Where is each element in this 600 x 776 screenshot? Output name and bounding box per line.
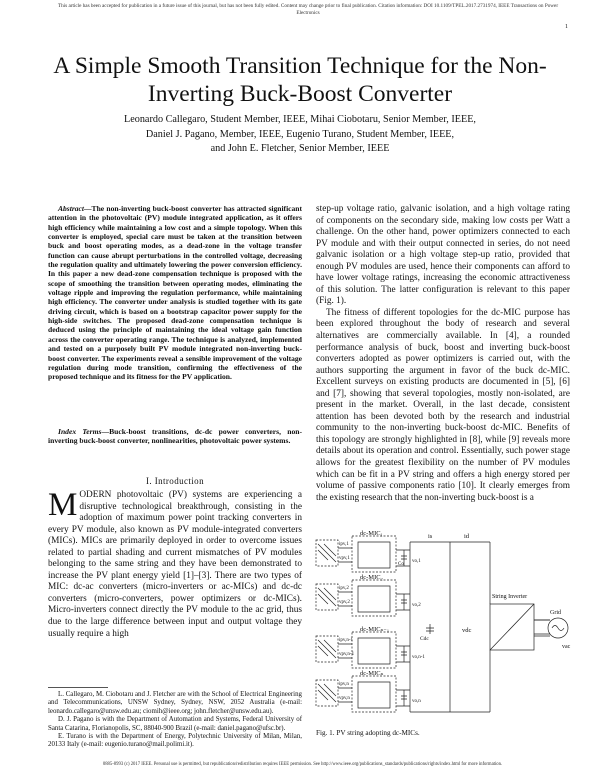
- intro-body: photovoltaic (PV) systems are experiencing a disruptive technological breakthrough, consisting in the adoption of maximum power point tracking converters in every PV module, also known as PV module-integrated converters (MICs). MICs are primarily deployed in order to overcome issues related to partial shading and current mismatches of PV modules belonging to the same string and they have been demonstrated to increase the PV plant energy yield [1]–[3]. There are two types of MIC: dc-ac converters (micro-inverters or ac-MICs) and dc-dc converters (micro-converters, power optimizers or dc-MICs). Micro-inverters connect directly the PV module to the ac grid, thus due to the large difference between input and output voltage they usually require a high: [48, 490, 302, 639]
- label-ipv4: ipv,n: [339, 682, 349, 687]
- label-mic2: dc-MIC₂: [360, 574, 383, 581]
- label-vdc: vdc: [462, 627, 472, 634]
- label-vpv1: vpv,1: [339, 556, 350, 561]
- paper-title: A Simple Smooth Transition Technique for the Non-Inverting Buck-Boost Converter: [53, 53, 547, 107]
- figure-1: [312, 528, 574, 724]
- right-column-text: [316, 204, 570, 504]
- label-vac: vac: [562, 644, 571, 650]
- mic-stage-1: [316, 536, 410, 572]
- mic-stage-4: [316, 676, 410, 712]
- section-heading: I. Introduction: [146, 476, 204, 486]
- label-mic4: dc-MICₙ: [360, 670, 384, 677]
- footnotes: [48, 691, 302, 750]
- abstract-label: Abstract: [58, 204, 84, 213]
- label-vo1: vo,1: [412, 559, 421, 564]
- label-ipv3: ipv,n-1: [339, 638, 353, 643]
- label-ipv2: ipv,2: [339, 586, 349, 591]
- label-mic1: dc-MIC₁: [360, 530, 383, 537]
- index-terms: [48, 427, 302, 446]
- author-line-3: and John E. Fletcher, Senior Member, IEEE: [210, 143, 390, 154]
- label-cdc: Cdc: [420, 636, 429, 642]
- index-terms-text: —Buck-boost transitions, dc-dc power converters, non-inverting buck-boost converter, nonlinearities, photovoltaic power systems.: [48, 427, 302, 446]
- index-terms-label: Index Terms: [58, 427, 102, 436]
- label-vo3: vo,n-1: [412, 655, 425, 660]
- abstract: [48, 204, 302, 382]
- page-number: 1: [565, 24, 568, 30]
- journal-notice: This article has been accepted for publication in a future issue of this journal, but has not been fully edited. Content may change prior to final publication. Citation information: DOI 10.1109/TPEL.2017.2731974, IEEE Transactions on Power Electronics: [57, 3, 559, 16]
- footnote-1: L. Callegaro, M. Ciobotaru and J. Fletcher are with the School of Electrical Engineering and Telecommunications, UNSW Sydney, Sydney, NSW, 2052 Australia (e-mail: leonardo.callegaro@unsw.edu.au; ciomih@ieee.org; john.fletcher@unsw.edu.au).: [48, 691, 302, 715]
- footnote-rule: [48, 687, 108, 688]
- drop-cap: M: [48, 487, 78, 523]
- label-grid: Grid: [550, 610, 561, 616]
- intro-lead: ODERN: [79, 490, 112, 500]
- author-line-2: Daniel J. Pagano, Member, IEEE, Eugenio Turano, Student Member, IEEE,: [145, 128, 455, 140]
- mic-stage-3: [316, 632, 410, 668]
- label-ipv1: ipv,1: [339, 542, 349, 547]
- author-line-1: Leonardo Callegaro, Student Member, IEEE, Mihai Ciobotaru, Senior Member, IEEE,: [124, 114, 476, 125]
- figure-caption: Fig. 1. PV string adopting dc-MICs.: [316, 729, 420, 737]
- pv-string-diagram: [312, 528, 574, 724]
- author-list: [60, 113, 540, 157]
- label-vpv4: vpv,n: [339, 696, 350, 701]
- paragraph: The fitness of different topologies for the dc-MIC purpose has been explored throughout the body of research and several alternatives are commercially available. In [4], a rounded performance analysis of buck, boost and inverting buck-boost converters adopted as power optimizers is carried out, with the authors supporting the argument in favor of the buck dc-MIC. Excellent surveys on existing products are documented in [5], [6] and [7], showing that several topologies, mostly non-isolated, are present in the market. Overall, in the last decade, consistent attention has been devoted both by the research and industrial community to the non-inverting buck-boost dc-MIC. Benefits of this topology are strongly highlighted in [8], while [9] reveals more details about its operation and control. Essentially, such power stage allows for the greatest flexibility on the number of PV modules which can be fit in a PV string and offers a high energy stored per volume of passive components ratio [10]. It clearly emerges from the existing research that the non-inverting buck-boost is a: [316, 307, 570, 503]
- label-mic3: dc-MICₙ₋₁: [360, 626, 390, 633]
- label-co: Co: [398, 562, 404, 567]
- label-id: id: [464, 533, 470, 540]
- label-vpv3: vpv,n-1: [339, 652, 355, 657]
- label-inverter: String Inverter: [492, 594, 528, 600]
- abstract-text: —The non-inverting buck-boost converter has attracted significant attention in the photovoltaic (PV) module integrated application, as it offers high efficiency while maintaining a low cost and a simple topology. When this converter is employed, special care must be taken at the transition between buck and boost operating modes, as a dead-zone in the voltage transfer function can cause abrupt perturbations in the controlled voltage, decreasing the regulation quality and ultimately lowering the power conversion efficiency. In this paper a new dead-zone compensation technique is proposed with the scope of smoothing the transition between operating modes, eliminating the voltage ripple and improving the regulation performance, while maintaining high efficiency. The converter under analysis is studied together with its gate driving circuit, which is based on a bootstrap capacitor power supply for the high-side switches. The proposed dead-zone compensation technique is deduced using the principle of maintaining the ideal voltage gain function across the converter operating range. The technique is analyzed, implemented and tested on a purposely built PV module integrated non-inverting buck-boost converter. The experiments reveal a sensible improvement of the voltage regulation during mode transition, confirming the effectiveness of the proposed technique and its fitness for the PV application.: [48, 204, 302, 382]
- footnote-3: E. Turano is with the Department of Energy, Polytechnic University of Milan, Milan, 20133 Italy (e-mail: eugenio.turano@mail.polimi.it).: [48, 733, 302, 749]
- label-vpv2: vpv,2: [339, 600, 350, 605]
- label-vo4: vo,n: [412, 699, 421, 704]
- paragraph: step-up voltage ratio, galvanic isolation, and a high voltage rating of components on the secondary side, making low costs per Watt a challenge. On the other hand, power optimizers connected to each PV module and with their output connected in series, do not need galvanic isolation or a high voltage step-up ratio, provided that enough PV modules are used, hence their components can afford to have lower voltage ratings, increasing the economic attractiveness of this solution. The latter configuration is relevant to this paper (Fig. 1).: [316, 204, 570, 307]
- label-is: is: [428, 533, 433, 540]
- page-footer: 0885-8993 (c) 2017 IEEE. Personal use is permitted, but republication/redistribution requires IEEE permission. See http://www.ieee.org/publications_standards/publications/rights/index.html for more information.: [102, 762, 503, 767]
- mic-stage-2: [316, 580, 410, 616]
- introduction-text: [48, 487, 302, 640]
- footnote-2: D. J. Pagano is with the Department of Automation and Systems, Federal University of Santa Catarina, Florianopolis, SC, 88040-900 Brazil (e-mail: daniel.pagano@ufsc.br).: [48, 716, 302, 732]
- label-vo2: vo,2: [412, 603, 421, 608]
